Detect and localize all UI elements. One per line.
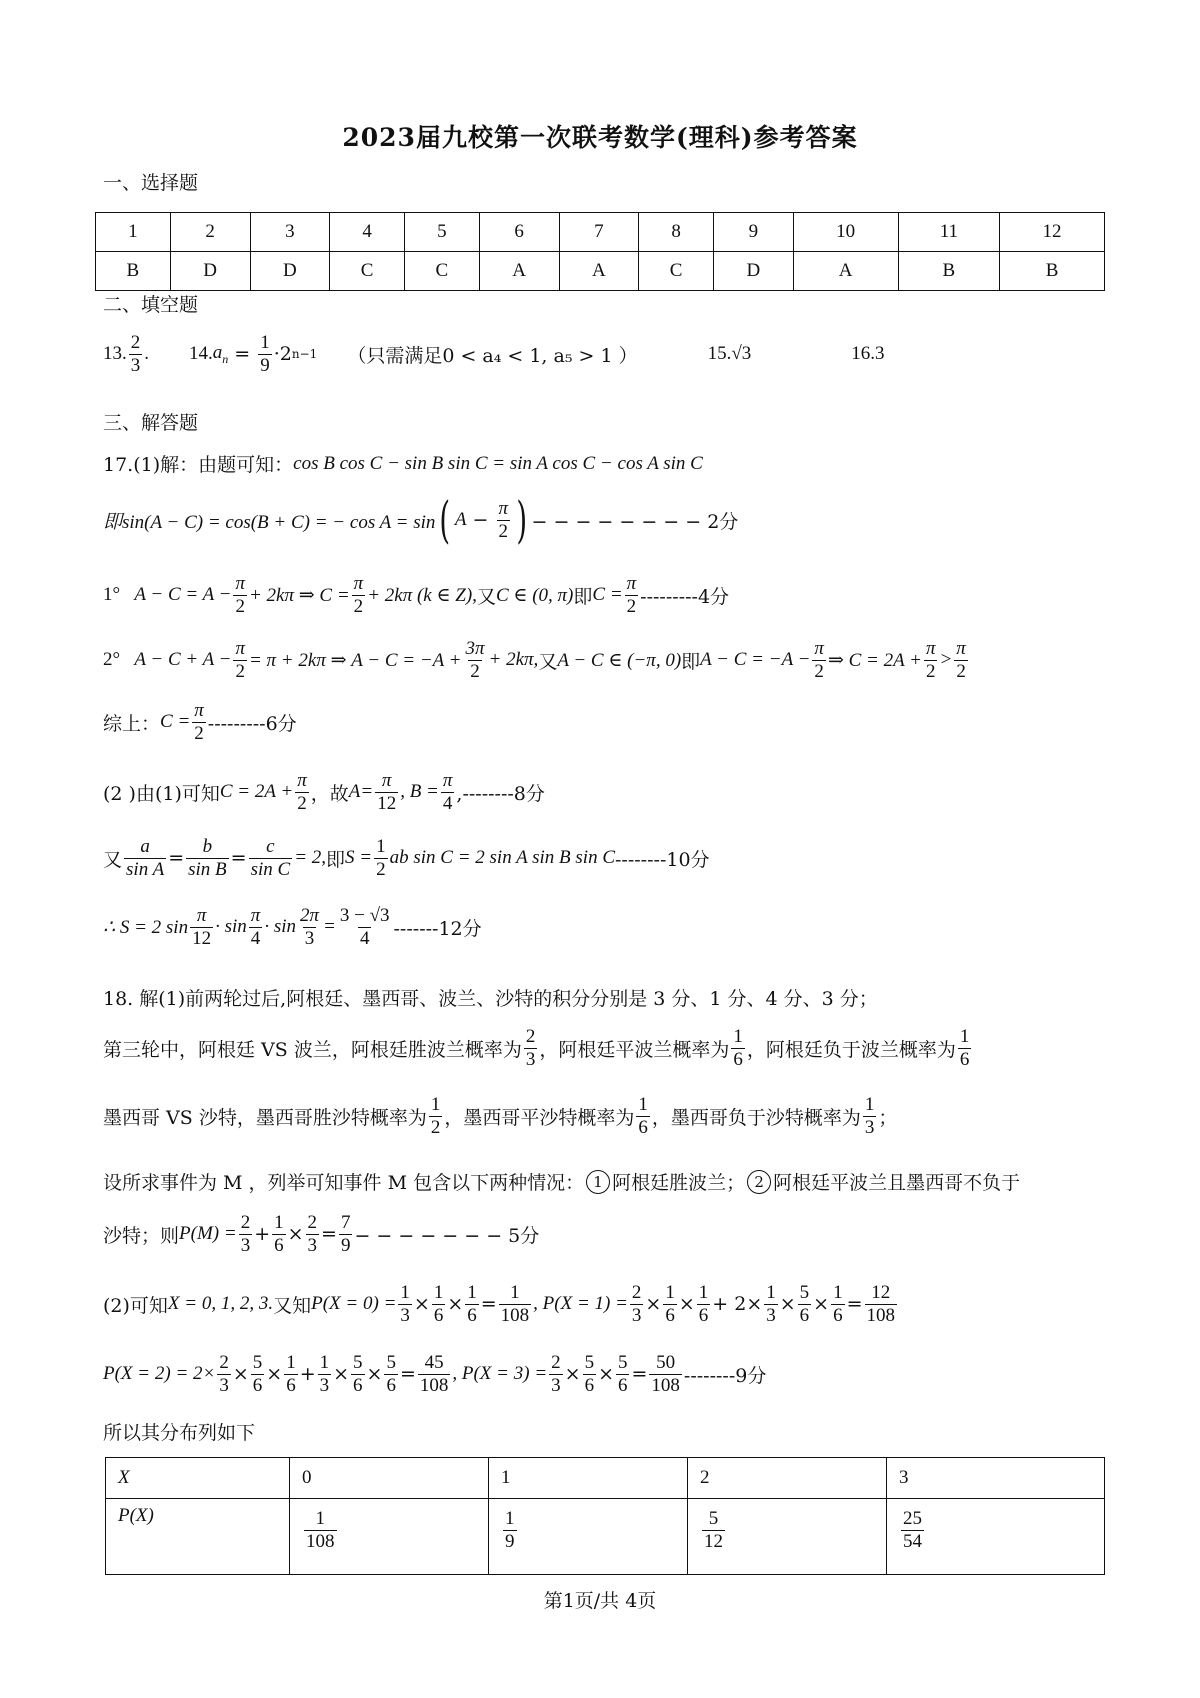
answer-cell: B [1000, 252, 1105, 291]
answer-cell: A [793, 252, 898, 291]
answer-cell: C [405, 252, 480, 291]
answer-cell: D [170, 252, 250, 291]
question-number: 9 [714, 213, 794, 252]
answer-cell: A [559, 252, 639, 291]
q14-note: （只需满足0 < a₄ < 1, a₅ > 1 ） [347, 344, 638, 367]
question-number: 8 [639, 213, 714, 252]
answer-cell: D [250, 252, 330, 291]
q18-line2: 第三轮中，阿根廷 VS 波兰，阿根廷胜波兰概率为 $\frac{2}{3}$ ，阿根廷平波兰概率为 $\frac{1}{6}$ ，阿根廷负于波兰概率为 $\frac{1}{6}$ [103, 1026, 970, 1070]
question-number-row [96, 213, 1105, 252]
answer-cell: C [639, 252, 714, 291]
section-fill-heading: 二、填空题 [103, 294, 199, 316]
page-footer: 第1页/共 4页 [543, 1590, 657, 1612]
q17-line3: 1° A − C = A − $\frac{\pi}{2}$ + 2kπ ⇒ C = $\frac{\pi}{2}$ + 2kπ (k ∈ Z), 又 C ∈ (0, π) 即 C = $\frac{\pi}{2}$ ---------4分 [103, 573, 730, 617]
question-number: 2 [170, 213, 250, 252]
question-number: 7 [559, 213, 639, 252]
q17-line2: 即sin(A − C) = cos(B + C) = − cos A = sin ( A − $\frac{\pi}{2}$ ) − − − − − − − − 2分 [103, 491, 739, 549]
q14-fraction: $\frac{1}{9}$ [260, 332, 270, 376]
page-title: 2023届九校第一次联考数学(理科)参考答案 [342, 123, 858, 152]
question-number: 10 [793, 213, 898, 252]
dist-header-cell: 3 [887, 1458, 1105, 1499]
q18-line5: 沙特；则 P(M) = $\frac{2}{3}$ + $\frac{1}{6}$ × $\frac{2}{3}$ = $\frac{7}{9}$ − − − − − − − 5分 [103, 1212, 540, 1256]
dist-value-cell: $\frac{1}{108}$ [290, 1499, 489, 1575]
q17-line4: 2° A − C + A − $\frac{\pi}{2}$ = π + 2kπ ⇒ A − C = −A + $\frac{3\pi}{2}$ + 2kπ, 又 A − C ∈ (−π, 0) 即 A − C = −A − $\frac{\pi}{2}$ ⇒ C = 2A + $\frac{\pi}{2}$ > $\frac{\pi}{2}$ [103, 638, 966, 682]
distribution-header-row [106, 1458, 1105, 1499]
answer-cell: D [714, 252, 794, 291]
q17-line7: 又 $\frac{a}{\text{sin A}}$ = $\frac{b}{\text{sin B}}$ = $\frac{c}{\text{sin C}}$ = 2, 即 S = $\frac{1}{2}$ ab sin C = 2 sin A sin B sin C --------10分 [103, 836, 710, 880]
q18-line7: P(X = 2) = 2× $\frac{2}{3}$ × $\frac{5}{6}$ × $\frac{1}{6}$ + $\frac{1}{3}$ × $\frac{5}{6}$ × $\frac{5}{6}$ = $\frac{45}{108}$ , P(X = 3) = $\frac{2}{3}$ × $\frac{5}{6}$ × $\frac{5}{6}$ = $\frac{50}{108}$ --------9分 [103, 1352, 767, 1396]
question-number: 11 [898, 213, 999, 252]
question-number: 12 [1000, 213, 1105, 252]
q18-line8: 所以其分布列如下 [103, 1422, 256, 1444]
dist-value-cell: $\frac{5}{12}$ [688, 1499, 887, 1575]
q17-line5: 综上： C = $\frac{\pi}{2}$ ---------6分 [103, 700, 297, 744]
question-number: 4 [330, 213, 405, 252]
q16-answer: 16.3 [851, 343, 885, 365]
question-number: 5 [405, 213, 480, 252]
q18-line6: (2)可知 X = 0, 1, 2, 3. 又知 P(X = 0) = $\frac{1}{3}$ × $\frac{1}{6}$ × $\frac{1}{6}$ = $\frac{1}{108}$ , P(X = 1) = $\frac{2}{3}$ × $\frac{1}{6}$ × $\frac{1}{6}$ + 2× $\frac{1}{3}$ × $\frac{5}{6}$ × $\frac{1}{6}$ = $\frac{12}{108}$ [103, 1282, 895, 1326]
answer-cell: B [898, 252, 999, 291]
answer-row [96, 252, 1105, 291]
q13-fraction: $\frac{2}{3}$ [130, 332, 141, 376]
answer-cell: B [96, 252, 171, 291]
q18-line3: 墨西哥 VS 沙特，墨西哥胜沙特概率为 $\frac{1}{2}$ ，墨西哥平沙特概率为 $\frac{1}{6}$ ，墨西哥负于沙特概率为 $\frac{1}{3}$ ； [103, 1094, 898, 1138]
choice-answer-table [95, 212, 1105, 291]
q17-line8: ∴ S = 2 sin $\frac{\pi}{12}$ · sin $\frac{\pi}{4}$ · sin $\frac{2\pi}{3}$ = $\frac{3 - √3}{4}$ -------12分 [103, 905, 482, 949]
dist-value-cell: $\frac{1}{9}$ [489, 1499, 688, 1575]
dist-header-cell: X [106, 1458, 290, 1499]
dist-header-cell: 0 [290, 1458, 489, 1499]
q18-line4: 设所求事件为 M ，列举可知事件 M 包含以下两种情况： 1 阿根廷胜波兰； 2 阿根廷平波兰且墨西哥不负于 [103, 1168, 1020, 1195]
dist-header-cell: 1 [489, 1458, 688, 1499]
section-choice-heading: 一、选择题 [103, 172, 199, 194]
answer-cell: A [479, 252, 559, 291]
q15-answer: 15.√3 [707, 343, 752, 365]
dist-row-label: P(X) [106, 1499, 290, 1575]
question-number: 6 [479, 213, 559, 252]
dist-header-cell: 2 [688, 1458, 887, 1499]
distribution-table [105, 1457, 1105, 1575]
circled-two: 2 [747, 1170, 771, 1194]
question-number: 1 [96, 213, 171, 252]
q17-line1: 17.(1)解：由题可知： cos B cos C − sin B sin C = sin A cos C − cos A sin C [103, 452, 703, 476]
circled-one: 1 [586, 1170, 610, 1194]
section-solution-heading: 三、解答题 [103, 412, 199, 434]
q17-line6: (2 )由(1)可知 C = 2A + $\frac{\pi}{2}$ ，故 A= $\frac{\pi}{12}$ , B = $\frac{\pi}{4}$ ,--------8分 [103, 770, 545, 814]
fill-answers-line: 13. $\frac{2}{3}$ . 14. $a_n$ = $\frac{1}{9}$ ·2 n−1 （只需满足0 < a₄ < 1, a₅ > 1 ） 15.√3 16.3 [103, 332, 885, 376]
dist-value-cell: $\frac{25}{54}$ [887, 1499, 1105, 1575]
answer-cell: C [330, 252, 405, 291]
q14-label: 14. [189, 343, 213, 365]
q18-line1: 18. 解(1)前两轮过后,阿根廷、墨西哥、波兰、沙特的积分分别是 3 分、1 分、4 分、3 分； [103, 988, 878, 1010]
distribution-value-row [106, 1499, 1105, 1575]
question-number: 3 [250, 213, 330, 252]
q13-label: 13. [103, 343, 127, 365]
